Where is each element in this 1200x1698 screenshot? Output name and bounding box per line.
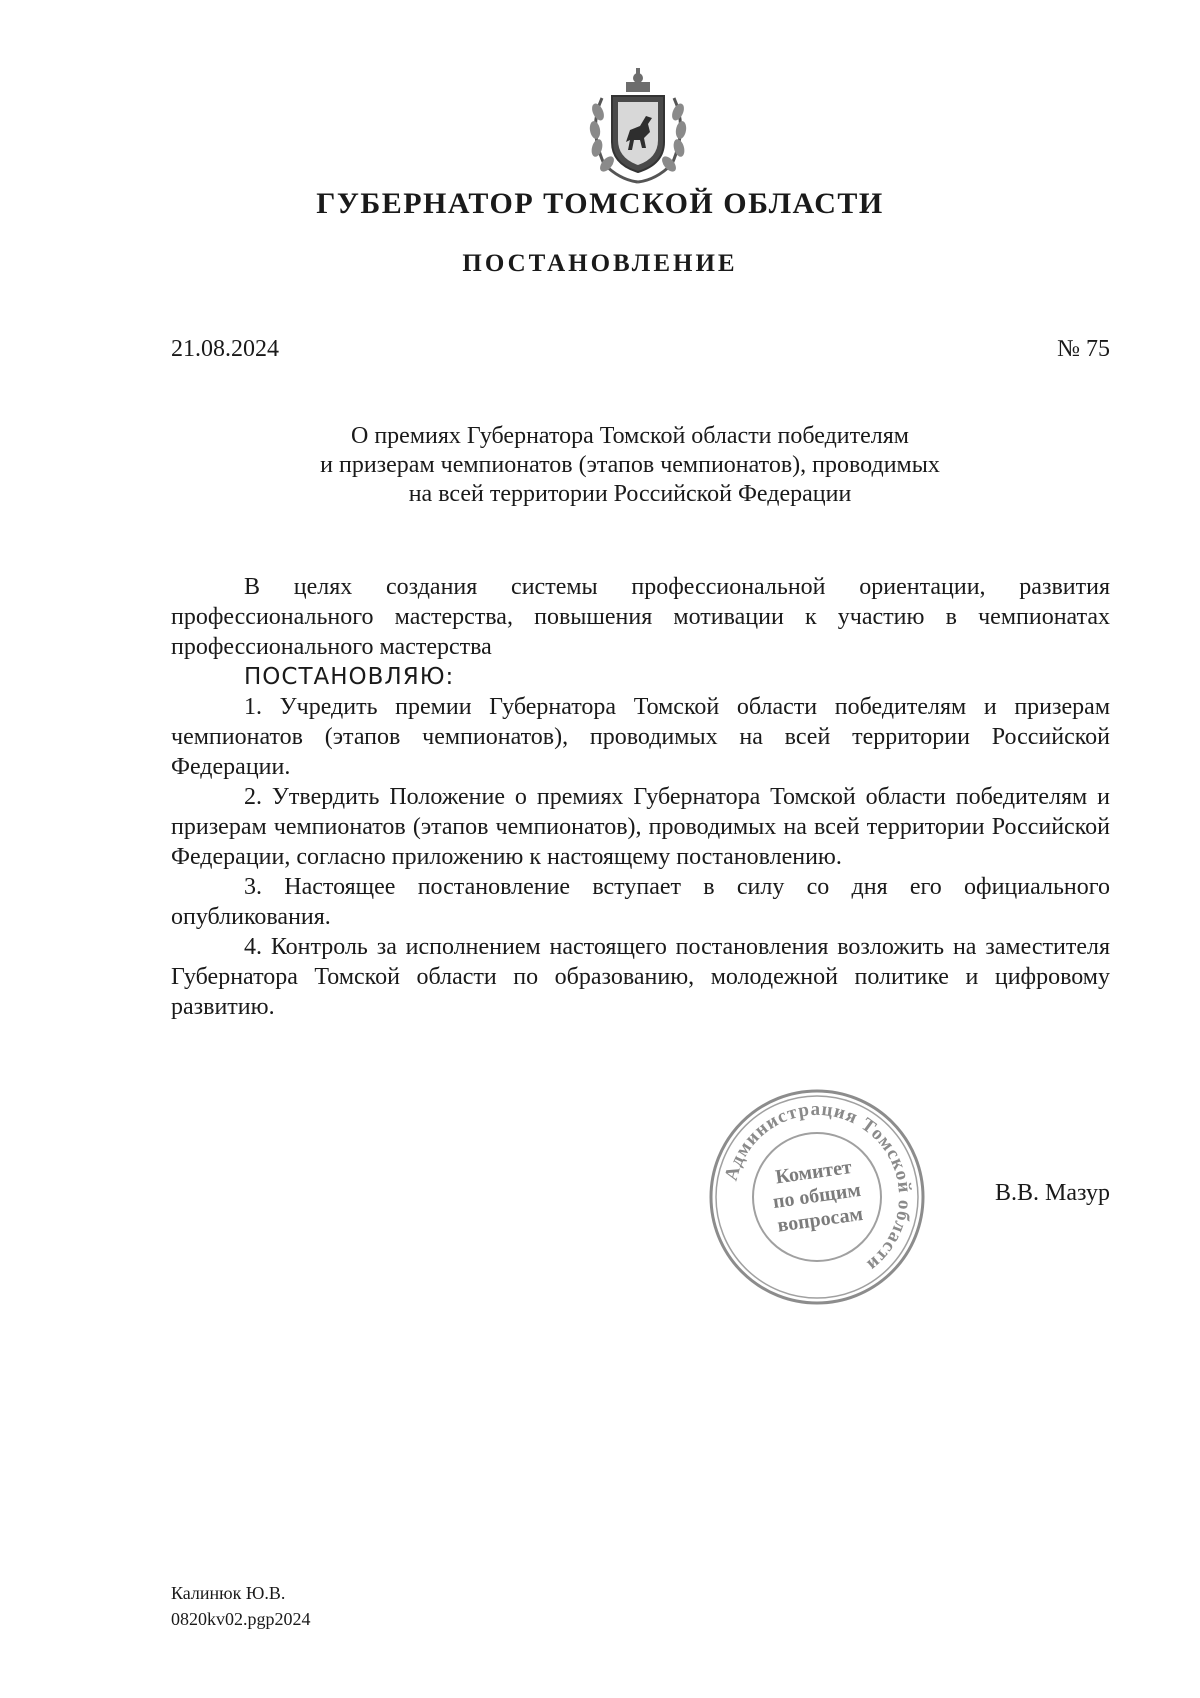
preamble-paragraph: В целях создания системы профессиональной ориентации, развития профессионального мастерства, повышения мотивации к участию в чемпионатах профессионального мастерства (171, 574, 1110, 660)
official-stamp-icon (706, 1086, 928, 1308)
coat-of-arms-icon (582, 68, 694, 186)
signer-name: В.В. Мазур (995, 1180, 1110, 1206)
stamp-center-line: вопросам (776, 1202, 865, 1237)
executor-name: Калинюк Ю.В. (171, 1583, 286, 1603)
organization-title: ГУБЕРНАТОР ТОМСКОЙ ОБЛАСТИ (316, 187, 884, 220)
stamp-ring-text: Администрация Томской области (720, 1098, 916, 1276)
document-number: № 75 (1057, 336, 1110, 362)
clause-2: 2. Утвердить Положение о премиях Губернатора Томской области победителям и призерам чемпионатов (этапов чемпионатов), проводимых на всей территории Российской Федерации, согласно приложению к настоящему постановлению. (171, 784, 1110, 870)
document-body (171, 572, 1110, 1022)
file-code: 0820kv02.pgp2024 (171, 1609, 311, 1629)
document-type: ПОСТАНОВЛЕНИЕ (462, 250, 738, 277)
footer-executor-block (171, 1580, 311, 1632)
subject-line: на всей территории Российской Федерации (408, 481, 852, 507)
clause-3: 3. Настоящее постановление вступает в силу со дня его официального опубликования. (171, 874, 1110, 930)
document-date: 21.08.2024 (171, 336, 279, 362)
decree-word: ПОСТАНОВЛЯЮ: (244, 664, 455, 690)
clause-4: 4. Контроль за исполнением настоящего постановления возложить на заместителя Губернатора Томской области по образованию, молодежной политике и цифровому развитию. (171, 934, 1110, 1020)
subject-line: О премиях Губернатора Томской области победителям (350, 423, 909, 449)
stamp-center-line: Комитет (773, 1156, 854, 1189)
clause-1: 1. Учредить премии Губернатора Томской области победителям и призерам чемпионатов (этапов чемпионатов), проводимых на всей территории Российской Федерации. (171, 694, 1110, 780)
subject-line: и призерам чемпионатов (этапов чемпионатов), проводимых (320, 452, 940, 478)
stamp-center-line: по общим (771, 1178, 863, 1214)
document-subject (250, 422, 1010, 509)
